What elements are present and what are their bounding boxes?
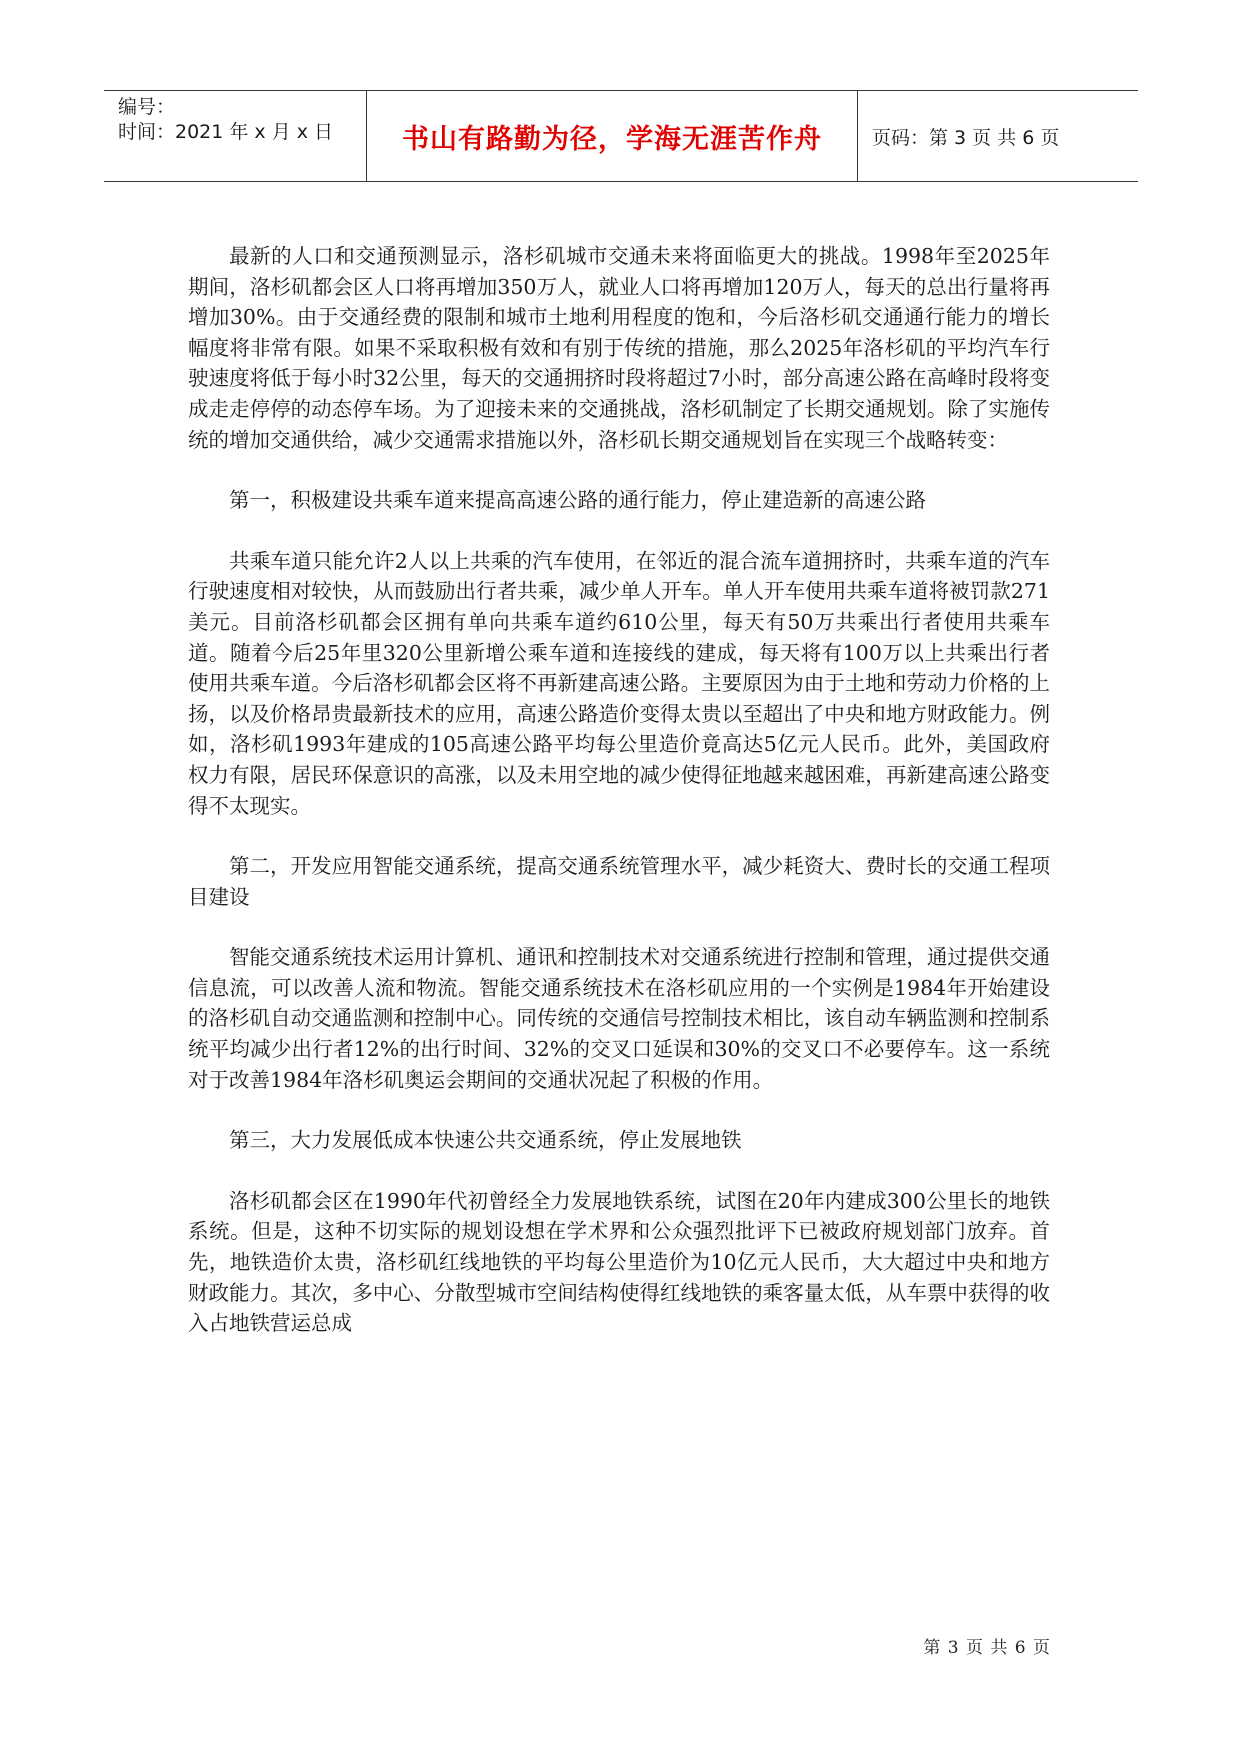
section-heading-3: 第三，大力发展低成本快速公共交通系统，停止发展地铁 — [229, 1128, 742, 1153]
page-header — [104, 90, 1138, 182]
section-heading-1: 第一，积极建设共乘车道来提高高速公路的通行能力，停止建造新的高速公路 — [229, 488, 926, 513]
paragraph-hov-lanes: 共乘车道只能允许2人以上共乘的汽车使用，在邻近的混合流车道拥挤时，共乘车道的汽车行驶速度相对较快，从而鼓励出行者共乘，减少单人开车。单人开车使用共乘车道将被罚款271美元。目前洛杉矶都会区拥有单向共乘车道约610公里，每天有50万共乘出行者使用共乘车道。随着今后25年里320公里新增公乘车道和连接线的建成，每天将有100万以上共乘出行者使用共乘车道。今后洛杉矶都会区将不再新建高速公路。主要原因为由于土地和劳动力价格的上扬，以及价格昂贵最新技术的应用，高速公路造价变得太贵以至超出了中央和地方财政能力。例如，洛杉矶1993年建成的105高速公路平均每公里造价竟高达5亿元人民币。此外，美国政府权力有限，居民环保意识的高涨，以及未用空地的减少使得征地越来越困难，再新建高速公路变得不太现实。 — [188, 548, 1050, 818]
document-number-label: 编号： — [118, 96, 176, 118]
document-body — [188, 241, 1050, 1339]
paragraph-subway: 洛杉矶都会区在1990年代初曾经全力发展地铁系统，试图在20年内建成300公里长的地铁系统。但是，这种不切实际的规划设想在学术界和公众强烈批评下已被政府规划部门放弃。首先，地铁造价太贵，洛杉矶红线地铁的平均每公里造价为10亿元人民币，大大超过中央和地方财政能力。其次，多中心、分散型城市空间结构使得红线地铁的乘客量太低，从车票中获得的收入占地铁营运总成 — [188, 1188, 1050, 1336]
paragraph-its: 智能交通系统技术运用计算机、通讯和控制技术对交通系统进行控制和管理，通过提供交通信息流，可以改善人流和物流。智能交通系统技术在洛杉矶应用的一个实例是1984年开始建设的洛杉矶自动交通监测和控制中心。同传统的交通信号控制技术相比，该自动车辆监测和控制系统平均减少出行者12%的出行时间、32%的交叉口延误和30%的交叉口不必要停车。这一系统对于改善1984年洛杉矶奥运会期间的交通状况起了积极的作用。 — [188, 945, 1050, 1092]
paragraph-intro: 最新的人口和交通预测显示，洛杉矶城市交通未来将面临更大的挑战。1998年至2025年期间，洛杉矶都会区人口将再增加350万人，就业人口将再增加120万人，每天的总出行量将再增加30%。由于交通经费的限制和城市土地利用程度的饱和，今后洛杉矶交通通行能力的增长幅度将非常有限。如果不采取积极有效和有别于传统的措施，那么2025年洛杉矶的平均汽车行驶速度将低于每小时32公里，每天的交通拥挤时段将超过7小时，部分高速公路在高峰时段将变成走走停停的动态停车场。为了迎接未来的交通挑战，洛杉矶制定了长期交通规划。除了实施传统的增加交通供给，减少交通需求措施以外，洛杉矶长期交通规划旨在实现三个战略转变： — [188, 244, 1050, 452]
header-motto: 书山有路勤为径，学海无涯苦作舟 — [402, 123, 822, 155]
header-meta-cell — [104, 91, 367, 181]
page-footer: 第 3 页 共 6 页 — [923, 1638, 1051, 1658]
header-page-cell — [858, 91, 1138, 181]
header-page-info: 页码：第 3 页 共 6 页 — [872, 126, 1060, 149]
section-heading-2: 第二，开发应用智能交通系统，提高交通系统管理水平，减少耗资大、费时长的交通工程项目建设 — [188, 854, 1050, 909]
document-date: 时间：2021 年 x 月 x 日 — [118, 121, 334, 143]
header-motto-cell — [367, 91, 858, 181]
